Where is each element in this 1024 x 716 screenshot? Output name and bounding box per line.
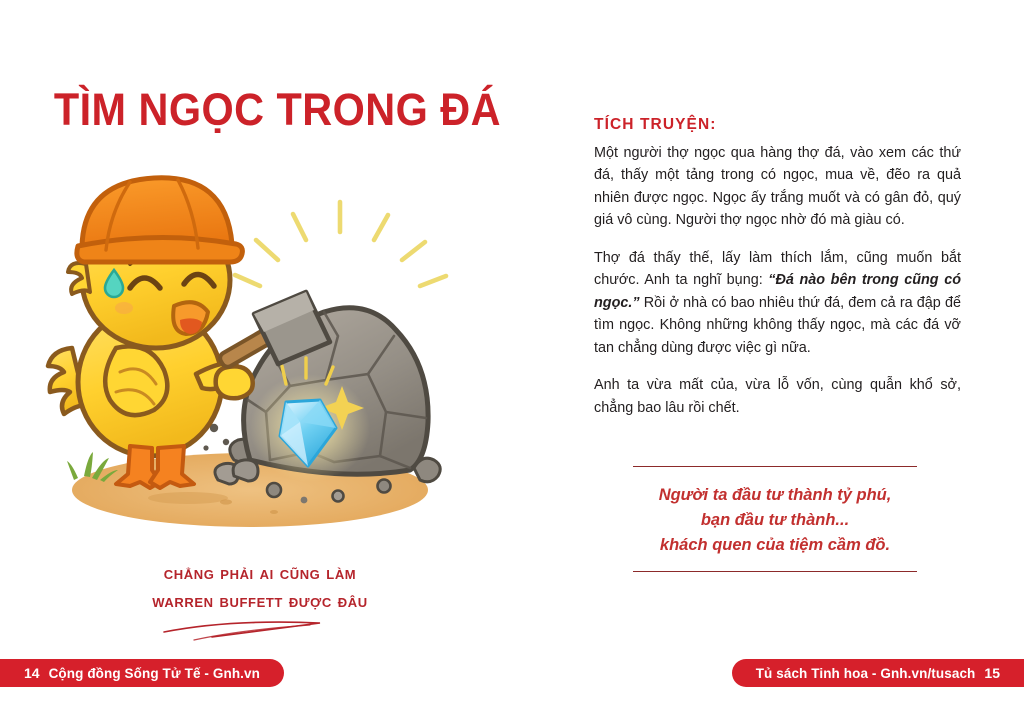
paragraph-3-text: Anh ta vừa mất của, vừa lỗ vốn, cùng quẫn khổ sở, chẳng bao lâu rồi chết.	[594, 377, 961, 416]
caption-line-2: warren buffett được đâu	[152, 590, 368, 612]
right-page	[512, 0, 1024, 716]
paragraph-2	[594, 247, 961, 359]
pull-quote-line-1: Người ta đầu tư thành tỷ phú,	[658, 486, 892, 504]
page-title: TÌM NGỌC TRONG ĐÁ	[53, 84, 501, 135]
pull-quote-line-2: bạn đầu tư thành...	[700, 511, 850, 530]
chick-mining-gem-illustration	[38, 160, 468, 540]
footer-right-text: Tủ sách Tinh hoa - Gnh.vn/tusach	[755, 665, 976, 681]
pull-quote-body	[633, 467, 917, 571]
section-heading-tich-truyen: TÍCH TRUYỆN:	[594, 116, 717, 133]
footer-left	[0, 659, 284, 687]
paragraph-1	[594, 142, 961, 232]
paragraph-3	[594, 374, 961, 419]
inline-quote: “Đá nào bên trong cũng có ngọc.”	[594, 272, 961, 311]
chick-figure	[48, 178, 253, 488]
paragraph-2-text-before: Thợ đá thấy thế, lấy làm thích lắm, cũng muốn bắt chước. Anh ta nghĩ bụng:	[594, 249, 961, 289]
pull-quote-rule-bottom	[633, 571, 917, 572]
footer-left-text: Cộng đồng Sống Tử Tế - Gnh.vn	[48, 665, 260, 681]
caption-line-1: chẳng phải ai cũng làm	[163, 563, 357, 584]
pull-quote-line-3: khách quen của tiệm cầm đồ.	[659, 536, 891, 555]
paragraph-1-text: Một người thợ ngọc qua hàng thợ đá, vào xem các thứ đá, thấy một tảng trong có ngọc, mua về, đẽo ra quả nhiên được ngọc. Ngọc ấy trắng muốt và có gân đỏ, quý giá vô cùng. Người thợ ngọc nhờ đó mà giàu có.	[594, 145, 961, 229]
story-body	[594, 142, 961, 419]
illustration-caption	[40, 560, 480, 643]
footer-right	[732, 659, 1024, 687]
footer-left-page-number: 14	[24, 665, 40, 681]
paragraph-2-text-after: Rồi ở nhà có bao nhiêu thứ đá, đem cả ra đập để tìm ngọc. Không những không thấy ngọc, mà các đá vỡ tan chẳng dùng được việc gì nữa.	[594, 294, 961, 356]
pull-quote	[633, 466, 917, 572]
footer-right-page-number: 15	[984, 665, 1000, 681]
swoosh-underline-icon	[160, 617, 360, 643]
